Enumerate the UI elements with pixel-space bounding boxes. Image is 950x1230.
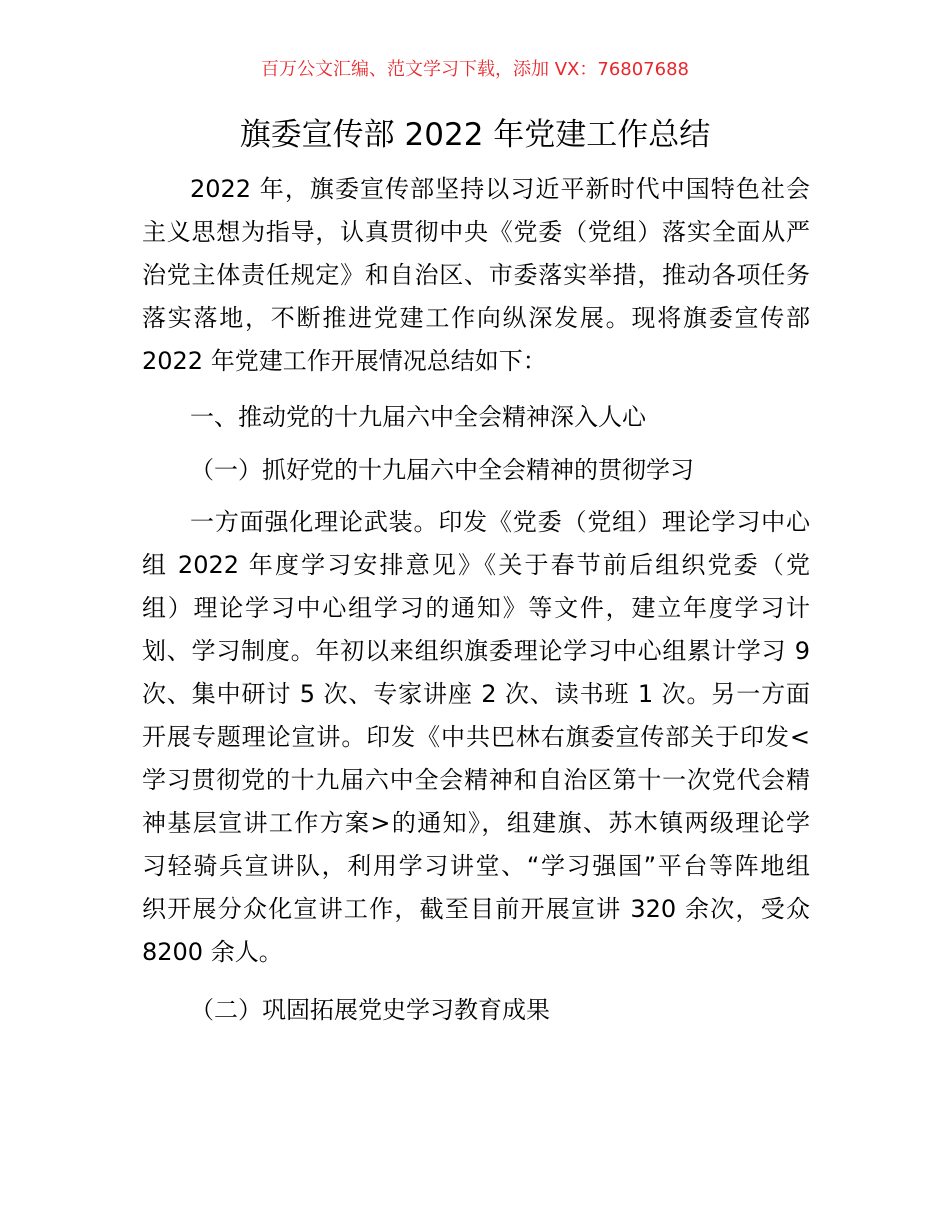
paragraph-line: 8200 余人。 (142, 938, 283, 966)
paragraph-line: 落实落地，不断推进党建工作向纵深发展。现将旗委宣传部 (142, 304, 810, 332)
paragraph-line: 主义思想为指导，认真贯彻中央《党委（党组）落实全面从严 (142, 218, 810, 246)
paragraph-line: 一方面强化理论武装。印发《党委（党组）理论学习中心 (190, 508, 810, 536)
paragraph-line: 划、学习制度。年初以来组织旗委理论学习中心组累计学习 9 (142, 637, 810, 665)
paragraph-line: 神基层宣讲工作方案>的通知》，组建旗、苏木镇两级理论学 (142, 809, 810, 837)
paragraph-line: 次、集中研讨 5 次、专家讲座 2 次、读书班 1 次。另一方面 (142, 680, 810, 708)
paragraph-line: 组）理论学习中心组学习的通知》等文件，建立年度学习计 (142, 594, 810, 622)
paragraph-line: 治党主体责任规定》和自治区、市委落实举措，推动各项任务 (142, 261, 810, 289)
intro-paragraph (142, 168, 810, 383)
paragraph-line: 组 2022 年度学习安排意见》《关于春节前后组织党委（党 (142, 551, 810, 579)
paragraph-line: 织开展分众化宣讲工作，截至目前开展宣讲 320 余次，受众 (142, 895, 810, 923)
section-heading: 一、推动党的十九届六中全会精神深入人心 (190, 403, 646, 431)
paragraph-line: 2022 年党建工作开展情况总结如下： (142, 347, 547, 375)
subsection-heading: （二）巩固拓展党史学习教育成果 (190, 996, 550, 1024)
document-title: 旗委宣传部 2022 年党建工作总结 (239, 117, 711, 153)
subsection-heading: （一）抓好党的十九届六中全会精神的贯彻学习 (190, 456, 694, 484)
header-notice: 百万公文汇编、范文学习下载，添加 VX：76807688 (261, 59, 689, 80)
paragraph-line: 学习贯彻党的十九届六中全会精神和自治区第十一次党代会精 (142, 766, 810, 794)
paragraph-line: 开展专题理论宣讲。印发《中共巴林右旗委宣传部关于印发< (142, 723, 810, 751)
paragraph-line: 2022 年，旗委宣传部坚持以习近平新时代中国特色社会 (190, 175, 810, 203)
subsection-paragraph (142, 501, 810, 974)
paragraph-line: 习轻骑兵宣讲队，利用学习讲堂、“学习强国”平台等阵地组 (142, 852, 810, 880)
